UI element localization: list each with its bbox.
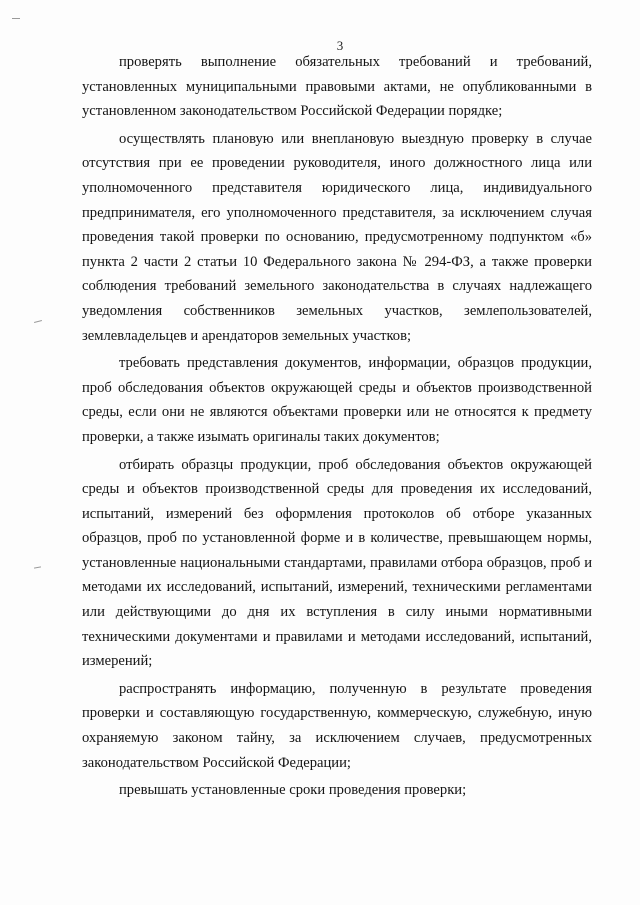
page-number: 3	[336, 38, 344, 53]
paragraph: превышать установленные сроки проведения проверки;	[119, 782, 467, 799]
paragraph: отбирать образцы продукции, проб обследования объектов окружающей среды и объектов производственной среды для проведения их исследований, испытаний, измерений без оформления протоколов об отборе указанных образцов, проб по установленной форме и в количестве, превышающем нормы, установленные национальными стандартами, правилами отбора образцов, проб и методами их исследований, испытаний, измерений, техническими регламентами или действующими до дня их вступления в силу иными нормативными техническими документами и правилами и методами исследований, испытаний, измерений;	[82, 456, 592, 670]
paragraph: распространять информацию, полученную в результате проведения проверки и составляющую государственную, коммерческую, служебную, иную охраняемую законом тайну, за исключением случаев, предусмотренных законодательством Российской Федерации;	[82, 680, 592, 771]
scan-mark	[12, 18, 20, 19]
scan-mark	[34, 320, 42, 323]
paragraph: проверять выполнение обязательных требований и требований, установленных муниципальными правовыми актами, не опубликованными в установленном законодательством Российской Федерации порядке;	[82, 54, 592, 120]
paragraph: требовать представления документов, информации, образцов продукции, проб обследования объектов окружающей среды и объектов производственной среды, если они не являются объектами проверки или не относятся к предмету проверки, а также изымать оригиналы таких документов;	[82, 355, 592, 445]
scan-mark	[34, 566, 41, 568]
paragraph: осуществлять плановую или внеплановую выездную проверку в случае отсутствия при ее проведении руководителя, иного должностного лица или уполномоченного представителя юридического лица, индивидуального предпринимателя, его уполномоченного представителя, за исключением случая проведения такой проверки по основанию, предусмотренному подпунктом «б» пункта 2 части 2 статьи 10 Федерального закона № 294-ФЗ, а также проверки соблюдения требований земельного законодательства в случаях надлежащего уведомления собственников земельных участков, землепользователей, землевладельцев и арендаторов земельных участков;	[82, 130, 592, 344]
document-body	[82, 50, 592, 806]
